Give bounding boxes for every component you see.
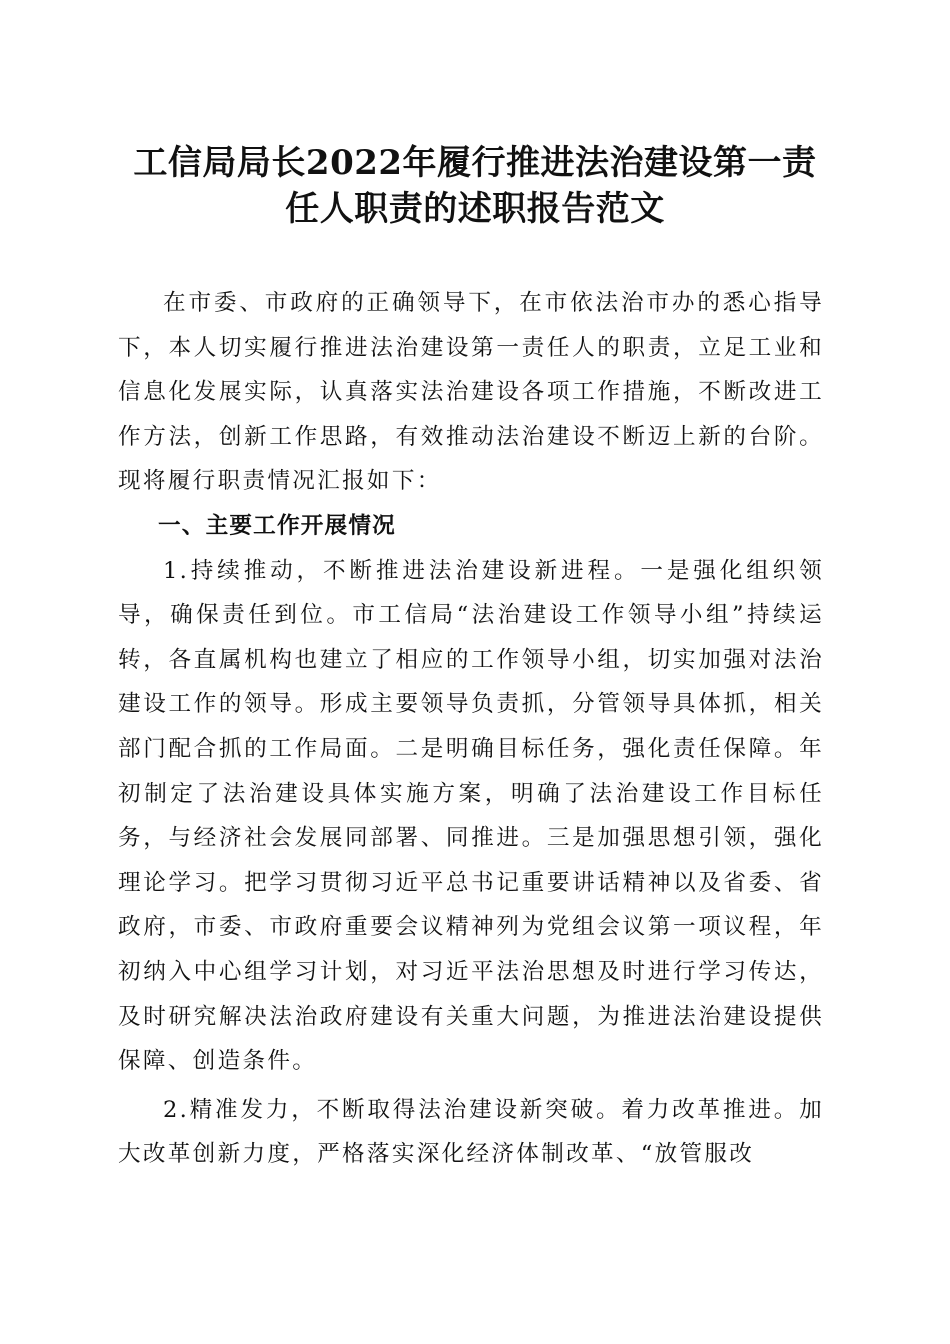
intro-paragraph: 在市委、市政府的正确领导下，在市依法治市办的悉心指导下，本人切实履行推进法治建设第一责任人的职责，立足工业和信息化发展实际，认真落实法治建设各项工作措施，不断改进工作方法，创新工作思路，有效推动法治建设不断迈上新的台阶。现将履行职责情况汇报如下： <box>118 290 824 495</box>
paragraph-item-2: 2.精准发力，不断取得法治建设新突破。着力改革推进。加大改革创新力度，严格落实深化经济体制改革、“放管服改 <box>118 1096 824 1168</box>
document-body <box>118 281 824 1177</box>
paragraph-item-1: 1.持续推动，不断推进法治建设新进程。一是强化组织领导，确保责任到位。市工信局“法治建设工作领导小组”持续运转，各直属机构也建立了相应的工作领导小组，切实加强对法治建设工作的领导。形成主要领导负责抓，分管领导具体抓，相关部门配合抓的工作局面。二是明确目标任务，强化责任保障。年初制定了法治建设具体实施方案，明确了法治建设工作目标任务，与经济社会发展同部署、同推进。三是加强思想引领，强化理论学习。把学习贯彻习近平总书记重要讲话精神以及省委、省政府，市委、市政府重要会议精神列为党组会议第一项议程，年初纳入中心组学习计划，对习近平法治思想及时进行学习传达，及时研究解决法治政府建设有关重大问题，为推进法治建设提供保障、创造条件。 <box>118 557 824 1075</box>
document-title <box>110 140 840 232</box>
title-line-1: 工信局局长2022年履行推进法治建设第一责 <box>133 143 817 183</box>
section-heading: 一、主要工作开展情况 <box>158 512 396 539</box>
title-line-2: 任人职责的述职报告范文 <box>285 189 665 229</box>
